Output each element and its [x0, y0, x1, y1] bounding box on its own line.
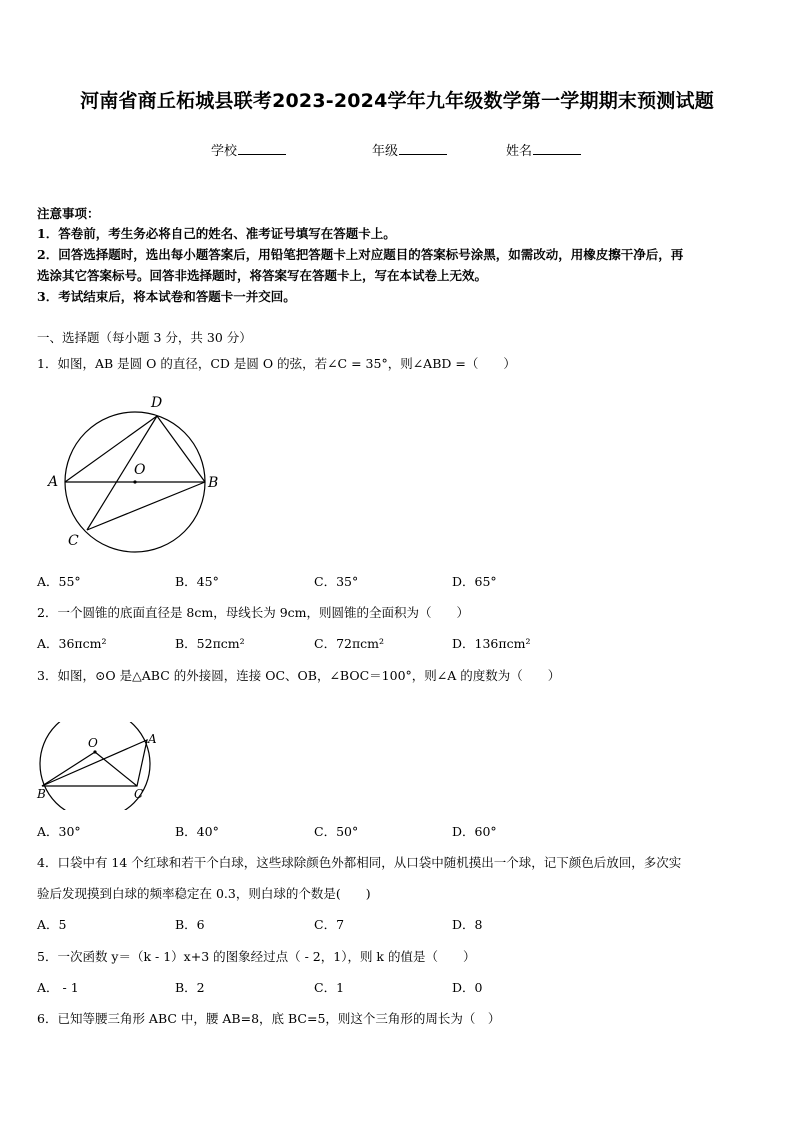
school-field[interactable] [211, 140, 286, 159]
section-heading: 一、选择题（每小题 3 分，共 30 分） [37, 330, 252, 345]
q4-option-b[interactable]: B．6 [175, 917, 205, 932]
note-item: 2．回答选择题时，选出每小题答案后，用铅笔把答题卡上对应题目的答案标号涂黑，如需改动，用橡皮擦干净后，再 [37, 247, 684, 262]
q1-option-a[interactable]: A．55° [37, 574, 81, 589]
q4-option-a[interactable]: A．5 [37, 917, 67, 932]
name-blank[interactable] [533, 142, 581, 155]
label-a: A [148, 732, 157, 746]
q1-option-b[interactable]: B．45° [175, 574, 219, 589]
label-a: A [48, 474, 59, 490]
q2-option-c[interactable]: C．72πcm² [314, 636, 385, 651]
q3-option-a[interactable]: A．30° [37, 824, 81, 839]
q5-option-c[interactable]: C．1 [314, 980, 345, 995]
question-4-stem: 4．口袋中有 14 个红球和若干个白球，这些球除颜色外都相同，从口袋中随机摸出一个球，记下颜色后放回，多次实 [37, 855, 682, 870]
segment-cb [87, 482, 205, 530]
label-b: B [37, 787, 46, 801]
segment-ob [42, 752, 95, 786]
q3-option-b[interactable]: B．40° [175, 824, 219, 839]
notes-heading: 注意事项： [37, 206, 100, 221]
center-point [93, 750, 96, 753]
question-2-stem: 2．一个圆锥的底面直径是 8cm，母线长为 9cm，则圆锥的全面积为（ ） [37, 605, 470, 620]
q2-option-a[interactable]: A．36πcm² [37, 636, 107, 651]
label-d: D [151, 395, 163, 411]
school-blank[interactable] [238, 142, 286, 155]
page-title: 河南省商丘柘城县联考2023-2024学年九年级数学第一学期期末预测试题 [80, 90, 714, 112]
q2-option-b[interactable]: B．52πcm² [175, 636, 245, 651]
q3-option-c[interactable]: C．50° [314, 824, 359, 839]
figure-2-circumcircle-diagram [35, 722, 165, 810]
grade-blank[interactable] [399, 142, 447, 155]
q1-option-c[interactable]: C．35° [314, 574, 359, 589]
q2-option-d[interactable]: D．136πcm² [452, 636, 531, 651]
chord-dc [87, 416, 157, 530]
segment-db [157, 416, 205, 482]
q1-option-d[interactable]: D．65° [452, 574, 497, 589]
q4-option-c[interactable]: C．7 [314, 917, 345, 932]
q5-option-d[interactable]: D．0 [452, 980, 483, 995]
q5-option-a[interactable]: A． - 1 [37, 980, 79, 995]
label-o: O [134, 462, 146, 478]
label-c: C [134, 787, 144, 801]
question-5-stem: 5．一次函数 y＝（k - 1）x+3 的图象经过点（ - 2，1），则 k 的值是（ ） [37, 949, 476, 964]
name-field[interactable] [506, 140, 581, 159]
question-4-stem-continued: 验后发现摸到白球的频率稳定在 0.3，则白球的个数是( ) [37, 886, 371, 901]
segment-oc [95, 752, 137, 786]
question-6-stem: 6．已知等腰三角形 ABC 中，腰 AB=8，底 BC=5，则这个三角形的周长为（ ） [37, 1011, 501, 1026]
question-3-stem: 3．如图，⊙O 是△ABC 的外接圆，连接 OC、OB，∠BOC＝100°，则∠A 的度数为（ ） [37, 668, 561, 683]
q5-option-b[interactable]: B．2 [175, 980, 205, 995]
school-label: 学校 [211, 144, 238, 159]
grade-label: 年级 [372, 144, 399, 159]
q3-option-d[interactable]: D．60° [452, 824, 497, 839]
label-o: O [88, 736, 98, 750]
note-item: 3．考试结束后，将本试卷和答题卡一并交回。 [37, 289, 296, 304]
figure-1-circle-diagram [40, 390, 230, 555]
question-1-stem: 1．如图，AB 是圆 O 的直径，CD 是圆 O 的弦，若∠C = 35°，则∠ABD =（ ） [37, 356, 516, 371]
q4-option-d[interactable]: D．8 [452, 917, 483, 932]
center-point [133, 480, 136, 483]
note-item: 选涂其它答案标号。回答非选择题时，将答案写在答题卡上，写在本试卷上无效。 [37, 268, 488, 283]
label-c: C [68, 533, 79, 549]
note-item: 1．答卷前，考生务必将自己的姓名、准考证号填写在答题卡上。 [37, 226, 396, 241]
grade-field[interactable] [372, 140, 447, 159]
label-b: B [208, 475, 219, 491]
name-label: 姓名 [506, 144, 533, 159]
